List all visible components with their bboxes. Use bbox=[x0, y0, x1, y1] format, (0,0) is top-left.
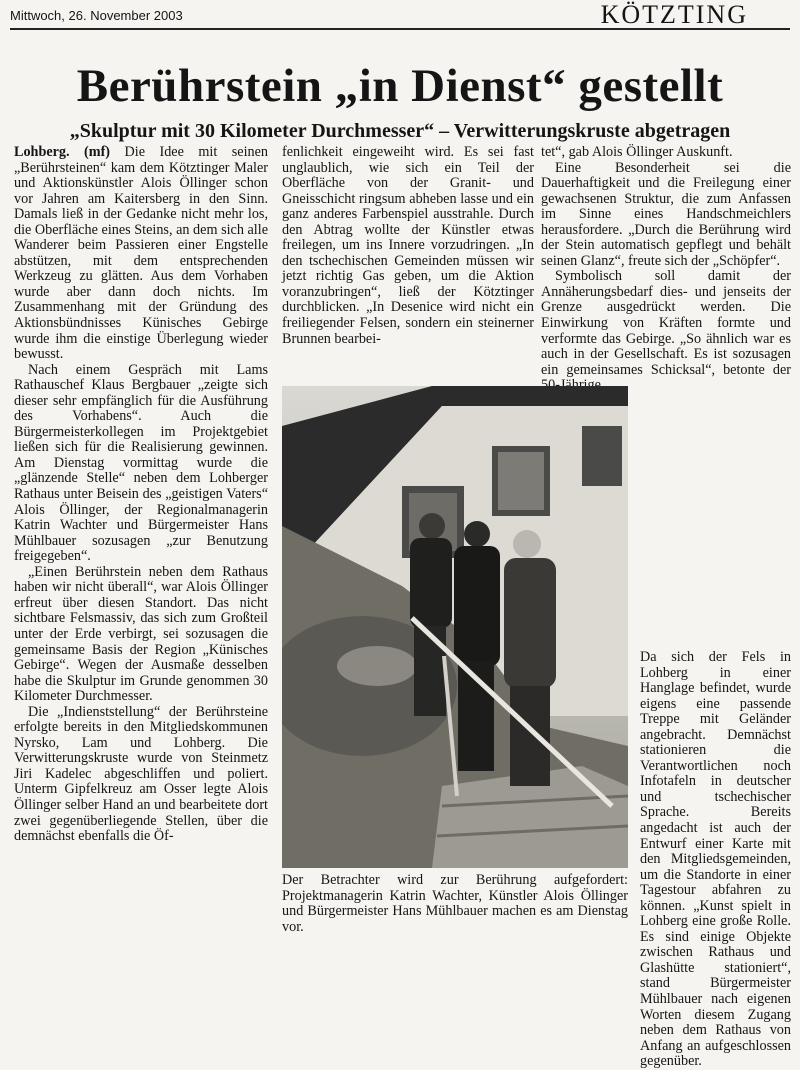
paragraph: Die „Indienststellung“ der Berührsteine erfolgte bereits in den Mitgliedskommunen Nyrsko, Lam und Lohberg. Die Verwitterungskruste wurde von Steinmetz Jiri Kadelec abgeschliffen und poliert. Unterm Gipfelkreuz am Osser legte Alois Öllinger selber Hand an und bearbeitete dort zwei gegenüberliegende Stellen, über die demnächst ebenfalls die Öf- bbox=[14, 703, 268, 845]
paragraph: „Einen Berührstein neben dem Rathaus haben wir nicht überall“, war Alois Öllinger erfreut über diesen Standort. Das nicht sichtbare Felsmassiv, das sich zum Großteil unter der Erde verbirgt, sei sozusagen die gemeinsame Basis der Region „Künisches Gebirge“. Wegen der Ausmaße desselben habe die Skulptur im Grunde genommen 30 Kilometer Durchmesser. bbox=[14, 563, 268, 705]
publication-date: Mittwoch, 26. November 2003 bbox=[10, 8, 183, 23]
paragraph: fenlichkeit eingeweiht wird. Es sei fast unglaublich, wie sich ein Teil der Oberfläche von der Granit- und Gneisschicht ringsum abheben lasse und ein ganz anderes Farbenspiel ausstrahle. Durch den Abtrag wollte der Künstler etwas freilegen, um ins Innere vorzudringen. „In den tschechischen Gemeinden müssen wir jetzt richtig Gas geben, um die Aktion voranzubringen“, ließ der Kötztinger durchblicken. „In Desenice wird nicht ein freiliegender Felsen, sondern ein steinerner Brunnen bearbei- bbox=[282, 144, 534, 347]
article-photo bbox=[282, 386, 628, 868]
photo-illustration bbox=[282, 386, 628, 868]
article-column-3-bottom bbox=[640, 650, 791, 1070]
paragraph: Symbolisch soll damit der Annäherungsbedarf dies- und jenseits der Grenze ausgedrückt werden. Die Einwirkung von Kräften formte und verformte das Gebirge. „So ähnlich war es auch in der Gesellschaft. Es ist sozusagen ein gemeinsames Schicksal“, betonte der bbox=[541, 268, 791, 378]
dateline bbox=[10, 2, 790, 30]
photo-caption: Der Betrachter wird zur Berührung aufgefordert: Projektmanagerin Katrin Wachter, Künstler Alois Öllinger und Bürgermeister Hans Mühlbauer machen es am Dienstag vor. bbox=[282, 872, 628, 935]
byline: Lohberg. (mf) bbox=[14, 144, 111, 160]
headline: Berührstein „in Dienst“ gestellt bbox=[76, 60, 724, 112]
paragraph: Nach einem Gespräch mit Lams Rathauschef Klaus Bergbauer „zeigte sich dieser sehr empfänglich für die Ausführung des Vorhabens“. Auch die Bürgermeisterkollegen im Projektgebiet ließen sich für die Realisierung gewinnen. Am Dienstag vormittag wurde die „glänzende Stelle“ neben dem Lohberger Rathaus unter Beisein des „geistigen Vaters“ Alois Öllinger, der Regionalmanagerin Katrin Wachter und Bürgermeister Hans Mühlbauer sozusagen „zur Benutzung freigegeben“. bbox=[14, 361, 268, 565]
section-name: KÖTZTING bbox=[600, 0, 748, 29]
window bbox=[582, 426, 622, 486]
paragraph bbox=[14, 145, 268, 363]
paragraph: tet“, gab Alois Öllinger Auskunft. bbox=[541, 144, 733, 160]
paragraph: Eine Besonderheit sei die Dauerhaftigkeit und die Freilegung einer gewachsenen Struktur, die zum Anfassen im Sinne eines Handschmeichlers herausfordere. „Durch die Berührung wird der Stein automatisch gepflegt und behält seinen Glanz“, freute sich der „Schöpfer“. bbox=[541, 159, 791, 269]
article-column-3-top bbox=[541, 145, 791, 394]
article-column-1 bbox=[14, 145, 268, 845]
paragraph-text: Die Idee mit seinen „Berührsteinen“ kam dem Kötztinger Maler und Aktionskünstler Alois Öllinger schon vor Jahren am Kaitersberg in den Sinn. Damals ließ in der Gedanke nicht mehr los, die Oberfläche eines Steins, an dem sich alle Wanderer beim Passieren einer Engstelle abstützen, mit dem entsprechenden Werkzeug zu glätten. Aus dem Vorhaben wurde aber dann doch nichts. Im Zusammenhang mit der Gründung des Aktionsbündnisses Künisches Gebirge wurde ihm die einstige Überlegung wieder bewusst. bbox=[14, 144, 269, 363]
paragraph: Da sich der Fels in Lohberg in einer Hanglage befindet, wurde eigens eine passende Treppe mit Geländer angebracht. Demnächst stationieren die Verantwortlichen noch Infotafeln in deutscher und tschechischer Sprache. Bereits angedacht ist auch der Entwurf einer Karte mit den Mitgliedsgemeinden, um die Standorte in einer Tagestour abfahren zu können. „Kunst spielt in Lohberg eine große Rolle. Es sind einige Objekte zwischen Rathaus und Glashütte stationiert“, stand Bürgermeister Mühlbauer nach eigenen Worten diesem Zugang neben dem Rathaus von Anfang an aufgeschlossen gegenüber. bbox=[640, 649, 791, 1070]
subheadline: „Skulptur mit 30 Kilometer Durchmesser“ – Verwitterungskruste abgetragen bbox=[69, 120, 731, 142]
article-column-2 bbox=[282, 145, 534, 347]
person-man-middle bbox=[454, 521, 500, 771]
